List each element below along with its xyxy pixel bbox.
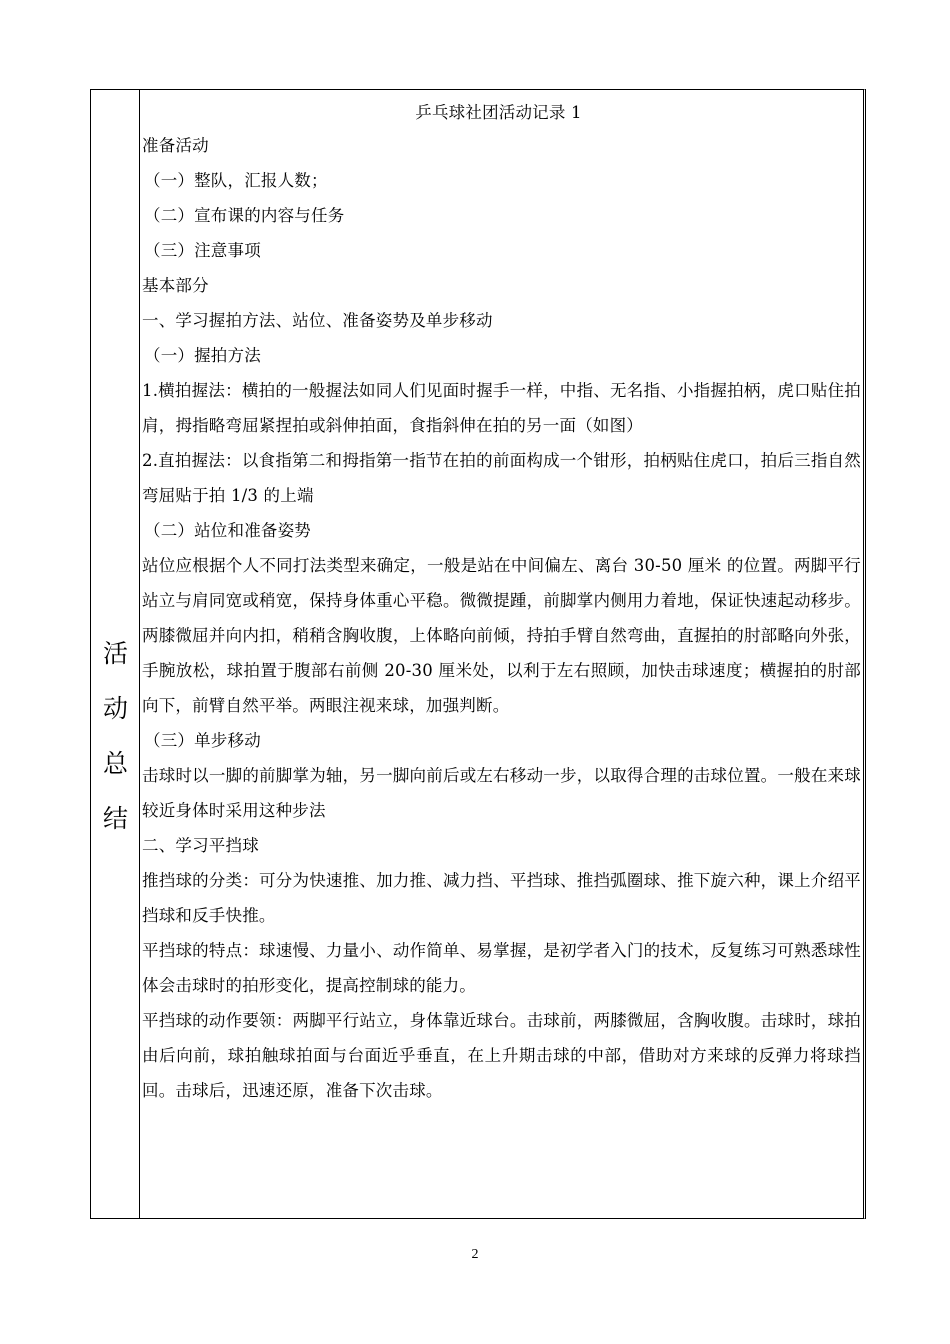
paragraph: 站位应根据个人不同打法类型来确定，一般是站在中间偏左、离台 30-50 厘米 的位置。两脚平行站立与肩同宽或稍宽，保持身体重心平稳。微微提踵，前脚掌内侧用力着地，保证快速起动移步。两膝微屈并向内扣，稍稍含胸收腹，上体略向前倾，持拍手臂自然弯曲，直握拍的肘部略向外张，手腕放松，球拍置于腹部右前侧 20-30 厘米处，以利于左右照顾，加快击球速度；横握拍的肘部向下，前臂自然平举。两眼注视来球，加强判断。 xyxy=(142,556,861,715)
text-line: 准备活动 xyxy=(142,136,209,155)
content-body xyxy=(142,128,863,1108)
document-title: 乒乓球社团活动记录 1 xyxy=(415,103,582,122)
side-label-char: 活 xyxy=(102,639,128,668)
text-line: （三）注意事项 xyxy=(144,241,261,260)
text-line: （二）宣布课的内容与任务 xyxy=(144,206,345,225)
text-line: （二）站位和准备姿势 xyxy=(144,521,311,540)
text-line: （一）整队，汇报人数； xyxy=(144,171,328,190)
record-table xyxy=(90,89,866,1219)
text-line: 一、学习握拍方法、站位、准备姿势及单步移动 xyxy=(142,311,493,330)
paragraph: 击球时以一脚的前脚掌为轴，另一脚向前后或左右移动一步，以取得合理的击球位置。一般在来球较近身体时采用这种步法 xyxy=(142,766,861,820)
paragraph: 1.横拍握法：横拍的一般握法如同人们见面时握手一样，中指、无名指、小指握拍柄，虎口贴住拍肩，拇指略弯屈紧捏拍或斜伸拍面，食指斜伸在拍的另一面（如图） xyxy=(142,381,861,435)
side-label-cell xyxy=(91,90,140,1218)
text-line: 二、学习平挡球 xyxy=(142,836,259,855)
content-cell xyxy=(142,90,863,1218)
text-line: （一）握拍方法 xyxy=(144,346,261,365)
paragraph: 平挡球的动作要领：两脚平行站立，身体靠近球台。击球前，两膝微屈，含胸收腹。击球时，球拍由后向前，球拍触球拍面与台面近乎垂直，在上升期击球的中部，借助对方来球的反弹力将球挡回。击球后，迅速还原，准备下次击球。 xyxy=(142,1011,861,1100)
paragraph: 2.直拍握法：以食指第二和拇指第一指节在拍的前面构成一个钳形，拍柄贴住虎口，拍后三指自然弯屈贴于拍 1/3 的上端 xyxy=(142,451,861,505)
side-label-char: 结 xyxy=(102,804,128,833)
paragraph: 推挡球的分类：可分为快速推、加力推、减力挡、平挡球、推挡弧圈球、推下旋六种，课上介绍平挡球和反手快推。 xyxy=(142,871,861,925)
side-label xyxy=(91,626,140,846)
paragraph: 平挡球的特点：球速慢、力量小、动作简单、易掌握，是初学者入门的技术，反复练习可熟悉球性体会击球时的拍形变化，提高控制球的能力。 xyxy=(142,941,861,995)
side-label-char: 总 xyxy=(102,749,128,778)
side-label-char: 动 xyxy=(102,694,128,723)
text-line: （三）单步移动 xyxy=(144,731,261,750)
text-line: 基本部分 xyxy=(142,276,209,295)
page-number: 2 xyxy=(471,1247,479,1262)
